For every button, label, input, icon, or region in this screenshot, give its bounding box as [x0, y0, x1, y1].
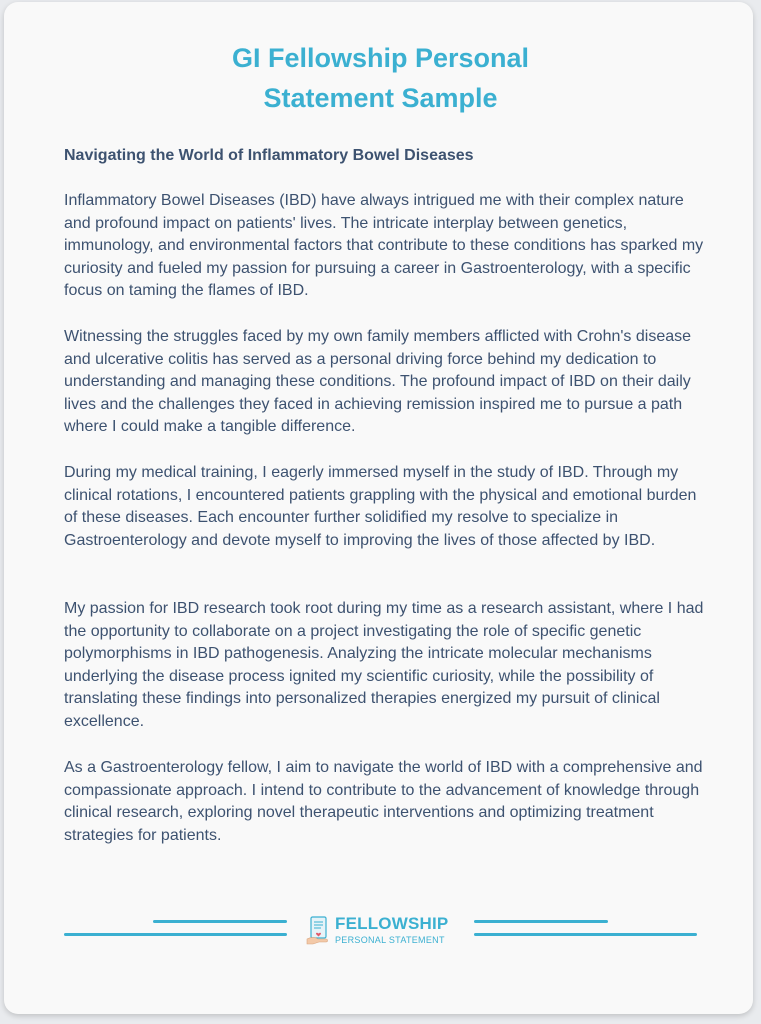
- page-title: [0, 38, 761, 118]
- logo-tagline: PERSONAL STATEMENT: [335, 935, 445, 945]
- page-title-line-1: GI Fellowship Personal: [231, 43, 530, 73]
- paragraph-2: Witnessing the struggles faced by my own family members afflicted with Crohn's disease and ulcerative colitis has served as a personal driving force behind my dedication to understanding and managing these conditions. The profound impact of IBD on their daily lives and the challenges they faced in achieving remission inspired me to pursue a path where I could make a tangible difference.: [64, 328, 692, 436]
- document-hand-icon: [306, 916, 332, 946]
- footer-divider-left-long: [64, 933, 287, 936]
- logo-wordmark: FELLOWSHIP: [335, 914, 449, 933]
- section-heading: Navigating the World of Inflammatory Bowel Diseases: [64, 147, 474, 164]
- page-title-line-2: Statement Sample: [263, 83, 498, 113]
- footer-divider-right-short: [474, 920, 608, 923]
- paragraph-4: My passion for IBD research took root during my time as a research assistant, where I had the opportunity to collaborate on a project investigating the role of specific genetic polymorphisms in IBD pathogenesis. Analyzing the intricate molecular mechanisms underlying the disease process ignited my scientific curiosity, while the possibility of translating these findings into personalized therapies energized my pursuit of clinical excellence.: [64, 600, 704, 730]
- footer-logo: [306, 914, 458, 948]
- paragraph-3: During my medical training, I eagerly immersed myself in the study of IBD. Through my clinical rotations, I encountered patients grappling with the physical and emotional burden of these diseases. Each encounter further solidified my resolve to specialize in Gastroenterology and devote myself to improving the lives of those affected by IBD.: [64, 464, 697, 549]
- footer-divider-right-long: [474, 933, 697, 936]
- paragraph-5: As a Gastroenterology fellow, I aim to navigate the world of IBD with a comprehensive and compassionate approach. I intend to contribute to the advancement of knowledge through clinical research, exploring novel therapeutic interventions and optimizing treatment strategies for patients.: [64, 759, 703, 844]
- paragraph-1: Inflammatory Bowel Diseases (IBD) have always intrigued me with their complex nature and profound impact on patients' lives. The intricate interplay between genetics, immunology, and environmental factors that contribute to these conditions has sparked my curiosity and fueled my passion for pursuing a career in Gastroenterology, with a specific focus on taming the flames of IBD.: [64, 192, 704, 300]
- footer-divider-left-short: [153, 920, 287, 923]
